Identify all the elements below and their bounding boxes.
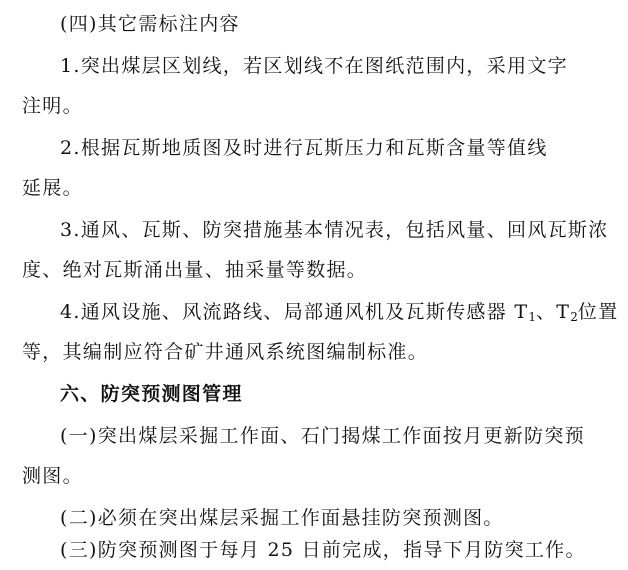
sub-item-1-line-2: 测图。 xyxy=(22,465,83,487)
item-4-separator: 、T xyxy=(535,301,571,323)
section-heading-6: 六、防突预测图管理 xyxy=(60,383,243,405)
sub-item-3: (三)防突预测图于每月 25 日前完成，指导下月防突工作。 xyxy=(60,539,586,561)
subscript-1: 1 xyxy=(528,310,536,324)
item-4-line-1-text: 4.通风设施、风流路线、局部通风机及瓦斯传感器 T xyxy=(60,301,529,323)
item-1-line-1: 1.突出煤层区划线，若区划线不在图纸范围内，采用文字 xyxy=(60,55,568,77)
item-3-line-1: 3.通风、瓦斯、防突措施基本情况表，包括风量、回风瓦斯浓 xyxy=(60,219,609,241)
item-4-line-2: 等，其编制应符合矿井通风系统图编制标准。 xyxy=(22,341,429,363)
section-heading-4: (四)其它需标注内容 xyxy=(60,13,240,35)
item-3-line-2: 度、绝对瓦斯涌出量、抽采量等数据。 xyxy=(22,259,368,281)
item-1-line-2: 注明。 xyxy=(22,95,83,117)
item-4-line-1 xyxy=(0,292,628,332)
item-2-line-1: 2.根据瓦斯地质图及时进行瓦斯压力和瓦斯含量等值线 xyxy=(60,137,548,159)
subscript-2: 2 xyxy=(570,310,578,324)
item-2-line-2: 延展。 xyxy=(22,177,83,199)
sub-item-1-line-1: (一)突出煤层采掘工作面、石门揭煤工作面按月更新防突预 xyxy=(60,425,585,447)
sub-item-2: (二)必须在突出煤层采掘工作面悬挂防突预测图。 xyxy=(60,507,504,529)
item-4-line-1-tail: 位置 xyxy=(577,301,619,323)
